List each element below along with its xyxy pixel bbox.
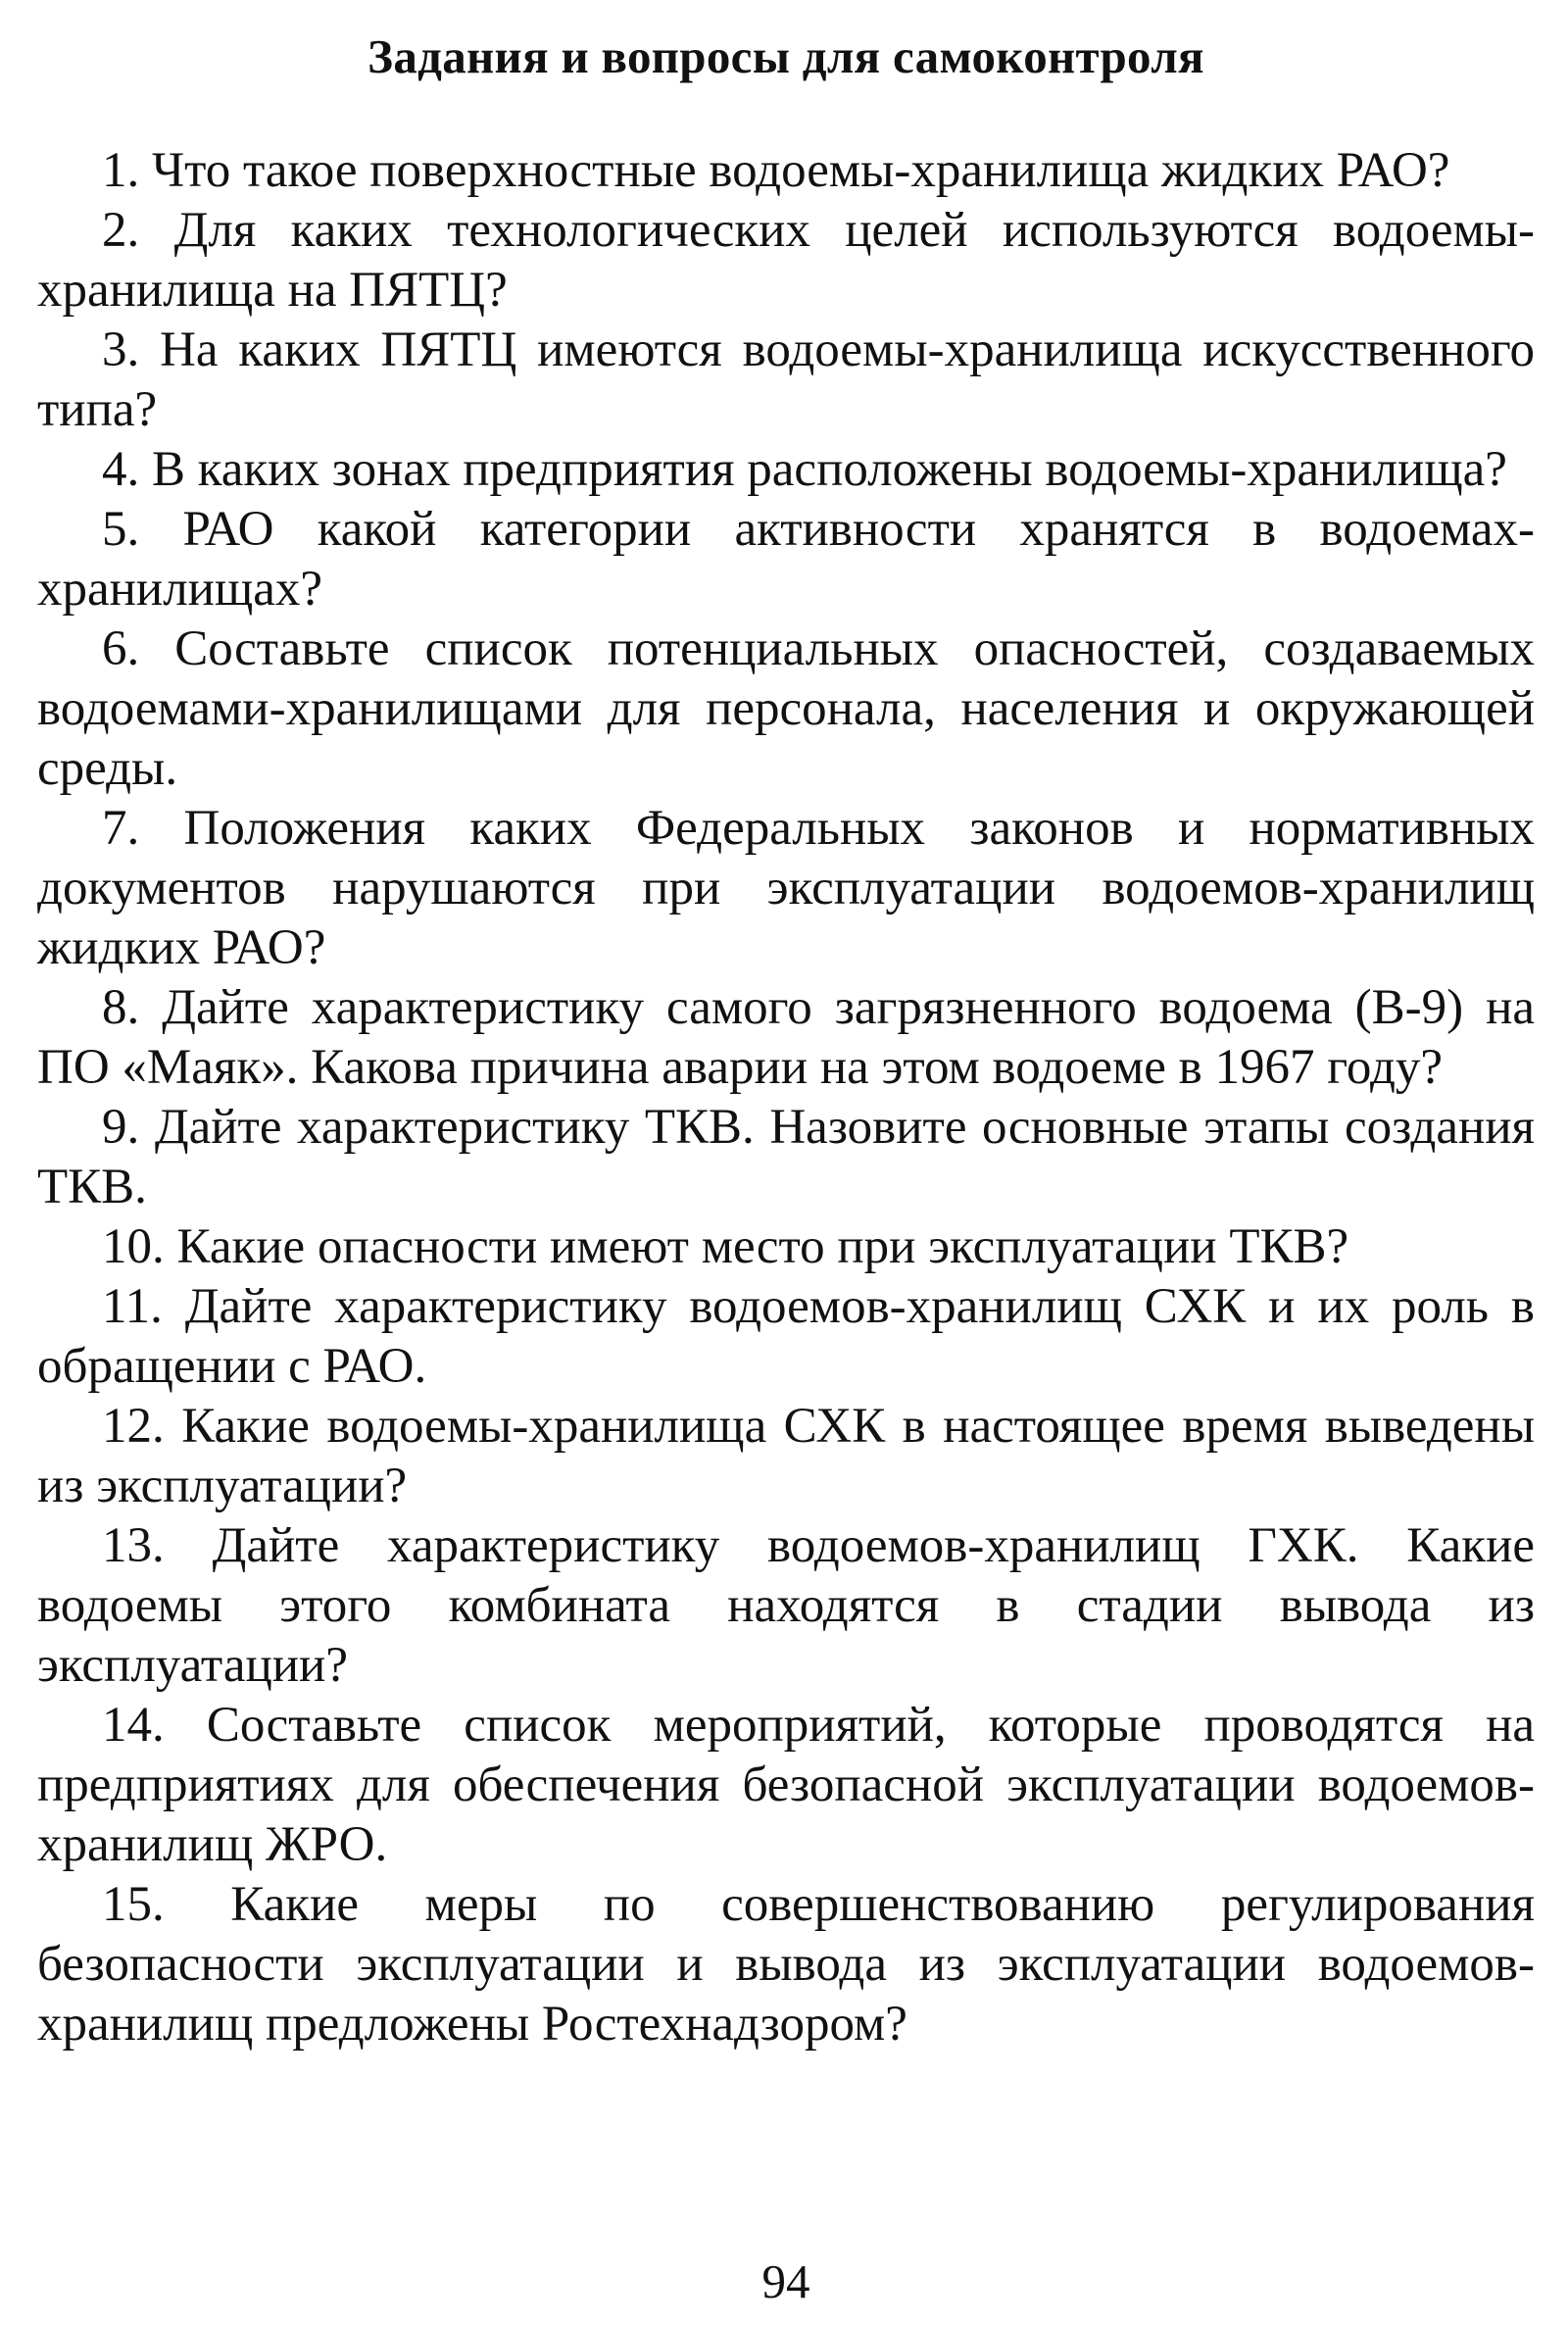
question-15: 15. Какие меры по совершенствованию регулирования безопасности эксплуатации и вывода из эксплуатации водоемов-хранилищ предложены Ростехнадзором? <box>37 1877 1535 2052</box>
question-1: 1. Что такое поверхностные водоемы-хранилища жидких РАО? <box>102 143 1450 198</box>
question-12: 12. Какие водоемы-хранилища СХК в настоящее время выведены из эксплуатации? <box>37 1399 1535 1513</box>
section-title: Задания и вопросы для самоконтроля <box>368 29 1204 83</box>
page-number: 94 <box>761 2254 810 2308</box>
question-9: 9. Дайте характеристику ТКВ. Назовите основные этапы создания ТКВ. <box>37 1100 1535 1214</box>
question-14: 14. Составьте список мероприятий, которые проводятся на предприятиях для обеспечения безопасной эксплуатации водоемов-хранилищ ЖРО. <box>37 1698 1535 1872</box>
question-5: 5. РАО какой категории активности хранятся в водоемах-хранилищах? <box>37 502 1535 617</box>
question-13: 13. Дайте характеристику водоемов-хранилищ ГХК. Какие водоемы этого комбината находятся в стадии вывода из эксплуатации? <box>37 1518 1535 1693</box>
question-2: 2. Для каких технологических целей используются водоемы-хранилища на ПЯТЦ? <box>37 203 1535 318</box>
question-7: 7. Положения каких Федеральных законов и нормативных документов нарушаются при эксплуатации водоемов-хранилищ жидких РАО? <box>37 801 1535 975</box>
question-11: 11. Дайте характеристику водоемов-хранилищ СХК и их роль в обращении с РАО. <box>37 1279 1535 1394</box>
document-page <box>37 0 1535 2326</box>
question-3: 3. На каких ПЯТЦ имеются водоемы-хранилища искусственного типа? <box>37 322 1535 437</box>
question-6: 6. Составьте список потенциальных опасностей, создаваемых водоемами-хранилищами для персонала, населения и окружающей среды. <box>37 621 1535 796</box>
question-8: 8. Дайте характеристику самого загрязненного водоема (В-9) на ПО «Маяк». Какова причина аварии на этом водоеме в 1967 году? <box>37 980 1535 1095</box>
question-10: 10. Какие опасности имеют место при эксплуатации ТКВ? <box>102 1219 1349 1274</box>
question-list <box>37 141 1535 2054</box>
question-4: 4. В каких зонах предприятия расположены водоемы-хранилища? <box>102 442 1507 497</box>
